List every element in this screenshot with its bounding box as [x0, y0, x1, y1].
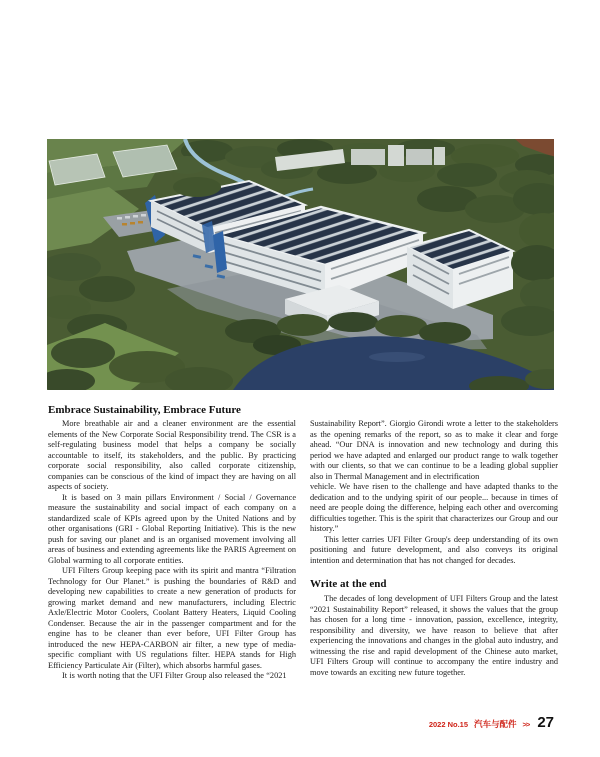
footer-page-number: 27 [537, 714, 554, 731]
facility-aerial-photo-art [47, 139, 554, 390]
footer-issue: 2022 No.15 [428, 720, 469, 729]
paragraph: UFI Filters Group keeping pace with its spirit and mantra “Filtration Technology for Our Planet.” is pushing the boundaries of R&D and developing new capabilities to create a new generation of products for growing market demand and new manufacturers, including Electric Axle/Electric Motor Coolers, Coolant Battery Heaters, Liquid Cooling Condenser. Because the air in the passenger compartment and for the engine has to be cleaner than ever before, UFI Filter Group has introduced the new HEPA-CARBON air filter, a new type of media-specific compliant with US regulations filter. HEPA stands for High Efficiency Particulate Air (Filter), which absorbs harmful gases. [48, 566, 296, 670]
facility-aerial-photo [47, 139, 554, 390]
paragraph: This letter carries UFI Filter Group's deep understanding of its own positioning and future development, and also conveys its original intention and determination that has not changed for decades. [310, 534, 558, 565]
article-columns [48, 404, 558, 682]
footer-magazine-name: 汽车与配件 [474, 719, 517, 729]
page-footer [429, 714, 554, 731]
paragraph: Sustainability Report”. Giorgio Girondi wrote a letter to the stakeholders as the opening remarks of the report, so as to make it clear and forge ahead. “Our DNA is innovation and new technology and during this period we have adapted and enlarged our product range to walk together with our clients, so that we can continue to be a leading global supplier also in Thermal Management and in electrification [310, 419, 558, 481]
paragraph: It is based on 3 main pillars Environment / Social / Governance measure the sustainability and social impact of each company on a standardized scale of KPIs agreed upon by the United Nations and by other organisations (GRI - Global Reporting Initiative). This is the new push for saving our planet and is an organised movement involving all areas of business and extending agreements like the PARIS Agreement on Global warming to all corporate entities. [48, 492, 296, 565]
article-heading: Embrace Sustainability, Embrace Future [48, 404, 241, 416]
paragraph: vehicle. We have risen to the challenge and have adapted thanks to the dedication and to the undying spirit of our people... because in times of need are people doing the difference, helping each other and overcoming difficulties together. This is the spirit that characterizes our Group and our history.” [310, 482, 558, 533]
article-column-right [310, 404, 558, 682]
paragraph: More breathable air and a cleaner environment are the essential elements of the New Corporate Social Responsibility trend. The CSR is a self-regulating business model that helps a company be socially accountable to itself, its stakeholders, and the public. By practicing corporate social responsibility, also called corporate citizenship, companies can be conscious of the kind of impact they are having on all aspects of society. [48, 419, 296, 491]
footer-arrows: >> [522, 720, 530, 729]
article-heading-write-at-the-end: Write at the end [310, 578, 387, 590]
article-column-left [48, 404, 296, 682]
paragraph: The decades of long development of UFI Filters Group and the latest “2021 Sustainability Report” released, it shows the values that the group has chosen for a long time - innovation, passion, excellence, integrity, responsibility and diversity, we have reason to believe that after experiencing the innovations and changes in the global auto industry, and witnessing the rise and rapid development of the Chinese auto market, UFI Filters Group will continue to accompany the entire industry and move towards an exciting new future together. [310, 594, 558, 677]
paragraph: It is worth noting that the UFI Filter Group also released the “2021 [62, 671, 287, 680]
